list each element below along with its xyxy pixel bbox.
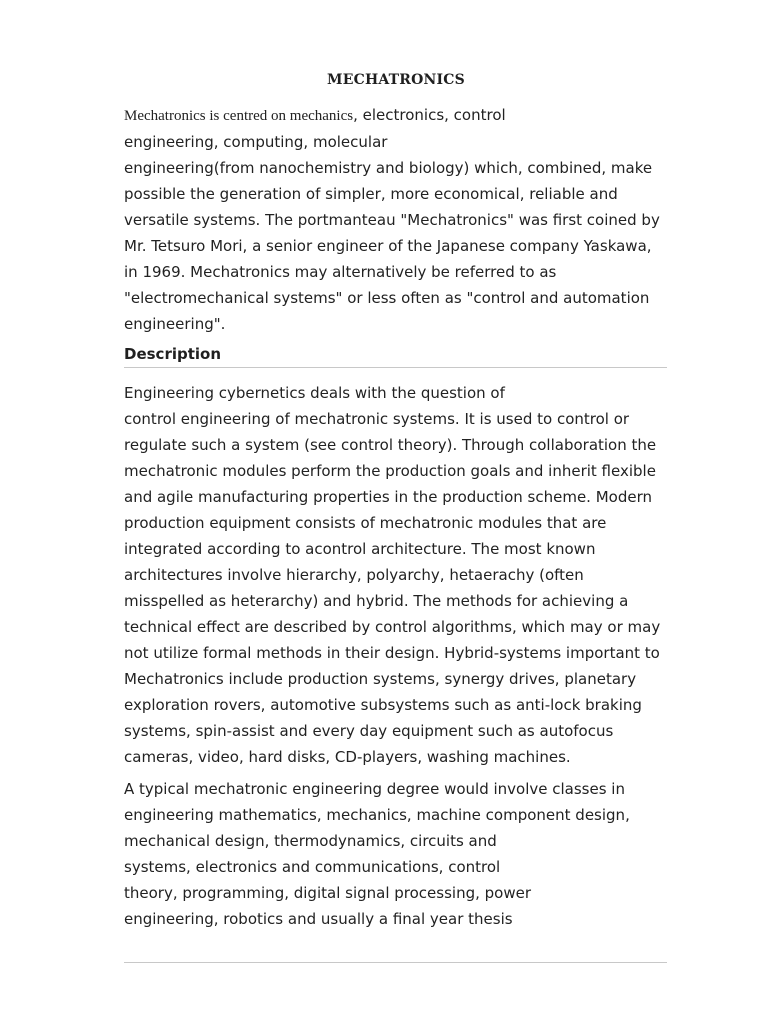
- section-divider: [124, 367, 667, 368]
- text-line: engineering, robotics and usually a final year thesis: [124, 910, 513, 928]
- text-line: misspelled as heterarchy) and hybrid. The methods for achieving a: [124, 592, 629, 610]
- text-line: engineering".: [124, 315, 226, 333]
- text-line: not utilize formal methods in their design. Hybrid-systems important to: [124, 644, 660, 662]
- text-line: possible the generation of simpler, more economical, reliable and: [124, 185, 618, 203]
- text-line: control engineering of mechatronic systems. It is used to control or: [124, 410, 630, 428]
- description-paragraph-1: [124, 380, 668, 770]
- intro-serif-run: Mechatronics is centred on mechanics: [124, 108, 354, 124]
- text-line: Engineering cybernetics deals with the question of: [124, 384, 505, 402]
- text-line: engineering, computing, molecular: [124, 133, 388, 151]
- text-line: theory, programming, digital signal processing, power: [124, 884, 532, 902]
- text-line: production equipment consists of mechatronic modules that are: [124, 514, 607, 532]
- text-line: engineering(from nanochemistry and biology) which, combined, make: [124, 159, 653, 177]
- text-line: engineering mathematics, mechanics, machine component design,: [124, 806, 630, 824]
- text-line: [124, 102, 668, 129]
- text-line: and agile manufacturing properties in the production scheme. Modern: [124, 488, 652, 506]
- text-line: systems, electronics and communications, control: [124, 858, 501, 876]
- footer-divider: [124, 962, 667, 963]
- text-line: mechanical design, thermodynamics, circuits and: [124, 832, 497, 850]
- text-line: systems, spin-assist and every day equipment such as autofocus: [124, 722, 614, 740]
- description-paragraph-2: [124, 776, 668, 932]
- text-line: A typical mechatronic engineering degree would involve classes in: [124, 780, 625, 798]
- intro-paragraph: [124, 102, 668, 337]
- document-title: MECHATRONICS: [327, 72, 465, 88]
- text-line: technical effect are described by control algorithms, which may or may: [124, 618, 661, 636]
- text-line: exploration rovers, automotive subsystems such as anti-lock braking: [124, 696, 642, 714]
- text-line: architectures involve hierarchy, polyarchy, hetaerachy (often: [124, 566, 584, 584]
- text-line: integrated according to acontrol architecture. The most known: [124, 540, 596, 558]
- text-line: "electromechanical systems" or less often as "control and automation: [124, 289, 650, 307]
- text-line: regulate such a system (see control theory). Through collaboration the: [124, 436, 657, 454]
- intro-line-rest: , electronics, control: [353, 106, 506, 124]
- section-heading-description: Description: [124, 345, 222, 363]
- text-line: Mechatronics include production systems, synergy drives, planetary: [124, 670, 637, 688]
- text-line: in 1969. Mechatronics may alternatively be referred to as: [124, 263, 557, 281]
- text-line: mechatronic modules perform the production goals and inherit flexible: [124, 462, 656, 480]
- text-line: cameras, video, hard disks, CD-players, washing machines.: [124, 748, 571, 766]
- text-line: Mr. Tetsuro Mori, a senior engineer of the Japanese company Yaskawa,: [124, 237, 652, 255]
- text-line: versatile systems. The portmanteau "Mechatronics" was first coined by: [124, 211, 660, 229]
